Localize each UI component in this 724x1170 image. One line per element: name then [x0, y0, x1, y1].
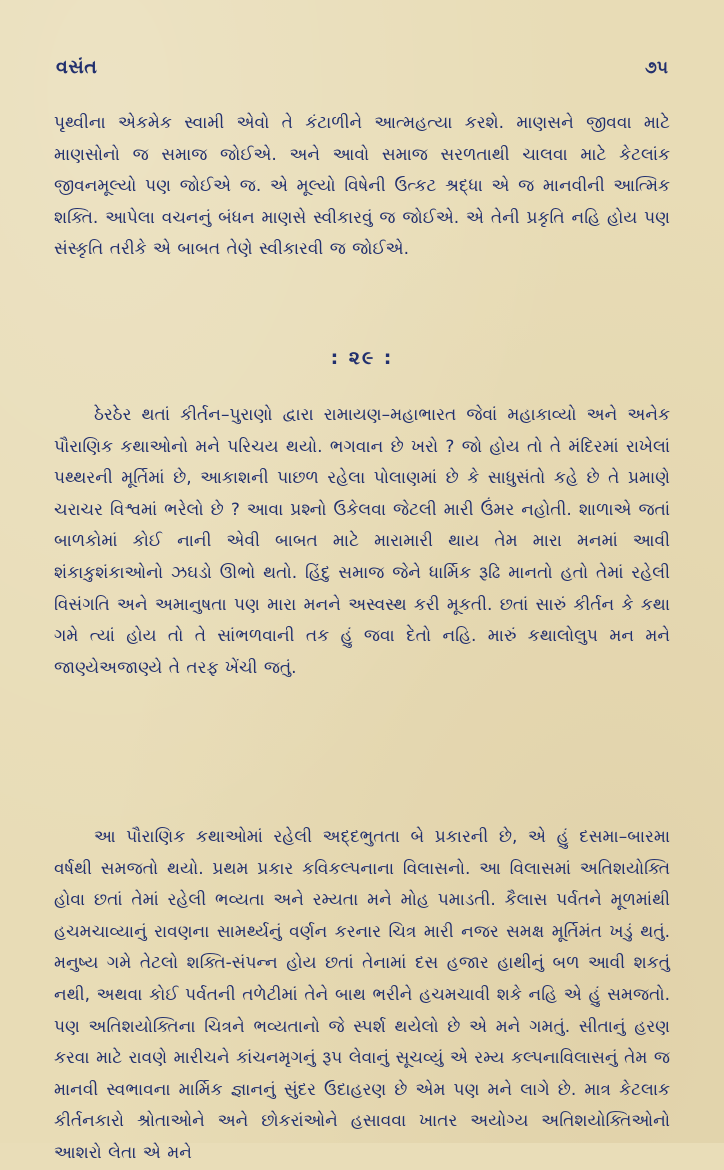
chapter-number: : ૨૯ : — [330, 347, 394, 369]
page-number: ૭૫ — [645, 58, 668, 78]
paragraph-continued: પૃથ્વીના એકમેક સ્વામી એવો તે કંટાળીને આત્મહત્યા કરશે. માણસને જીવવા માટે માણસોનો જ સમાજ જોઈએ. અને આવો સમાજ સરળતાથી ચાલવા માટે કેટલાંક જીવનમૂલ્યો પણ જોઈએ જ. એ મૂલ્યો વિષેની ઉત્કટ શ્રદ્ધા એ જ માનવીની આત્મિક શક્તિ. આપેલા વચનનું બંધન માણસે સ્વીકારવું જ જોઈએ. એ તેની પ્રકૃતિ નહિ હોય પણ સંસ્કૃતિ તરીકે એ બાબત તેણે સ્વીકારવી જ જોઈએ. — [54, 113, 670, 260]
paragraph: ઠેરઠેર થતાં કીર્તન–પુરાણો દ્વારા રામાયણ–મહાભારત જેવાં મહાકાવ્યો અને અનેક પૌરાણિક કથાઓનો મને પરિચય થયો. ભગવાન છે ખરો ? જો હોય તો તે મંદિરમાં રાખેલાં પથ્થરની મૂર્તિમાં છે, આકાશની પાછળ રહેલા પોલાણમાં છે કે સાધુસંતો કહે છે તે પ્રમાણે ચરાચર વિશ્વમાં ભરેલો છે ? આવા પ્રશ્નો ઉકેલવા જેટલી મારી ઉંમર નહોતી. શાળાએ જતાં બાળકોમાં કોઈ નાની એવી બાબત માટે મારામારી થાય તેમ મારા મનમાં આવી શંકાકુશંકાઓનો ઝઘડો ઊભો થતો. હિંદુ સમાજ જેને ધાર્મિક રૂઢિ માનતો હતો તેમાં રહેલી વિસંગતિ અને અમાનુષતા પણ મારા મનને અસ્વસ્થ કરી મૂકતી. છતાં સારું કીર્તન કે કથા ગમે ત્યાં હોય તો તે સાંભળવાની તક હું જવા દેતો નહિ. મારું કથાલોલુપ મન મને જાણ્યેઅજાણ્યે તે તરફ ખેંચી જતું. — [54, 405, 670, 678]
running-title: વસંત — [56, 56, 98, 78]
paragraph: આ પૌરાણિક કથાઓમાં રહેલી અદ્દભુતતા બે પ્રકારની છે, એ હું દસમા–બારમા વર્ષથી સમજતો થયો. પ્રથમ પ્રકાર કવિકલ્પનાના વિલાસનો. આ વિલાસમાં અતિશયોક્તિ હોવા છતાં તેમાં રહેલી ભવ્યતા અને રમ્યતા મને મોહ પમાડતી. કૈલાસ પર્વતને મૂળમાંથી હચમચાવ્યાનું રાવણના સામર્થ્યનું વર્ણન કરનાર ચિત્ર મારી નજર સમક્ષ મૂર્તિમંત ખડું થતું. મનુષ્ય ગમે તેટલો શક્તિ-સંપન્ન હોય છતાં તેનામાં દસ હજાર હાથીનું બળ આવી શકતું નથી, અથવા કોઈ પર્વતની તળેટીમાં તેને બાથ ભરીને હચમચાવી શકે નહિ એ હું સમજતો. પણ અતિશયોક્તિના ચિત્રને ભવ્યતાનો જે સ્પર્શ થયેલો છે એ મને ગમતું. સીતાનું હરણ કરવા માટે રાવણે મારીચને કાંચનમૃગનું રૂપ લેવાનું સૂચવ્યું એ રમ્ય કલ્પનાવિલાસનું તેમ જ માનવી સ્વભાવના માર્મિક જ્ઞાનનું સુંદર ઉદાહરણ છે એમ પણ મને લાગે છે. માત્ર કેટલાક કીર્તનકારો શ્રોતાઓને અને છોકરાંઓને હસાવવા ખાતર અયોગ્ય અતિશયોક્તિઓનો આશરો લેતા એ મને — [54, 827, 670, 1163]
running-head — [54, 56, 670, 86]
